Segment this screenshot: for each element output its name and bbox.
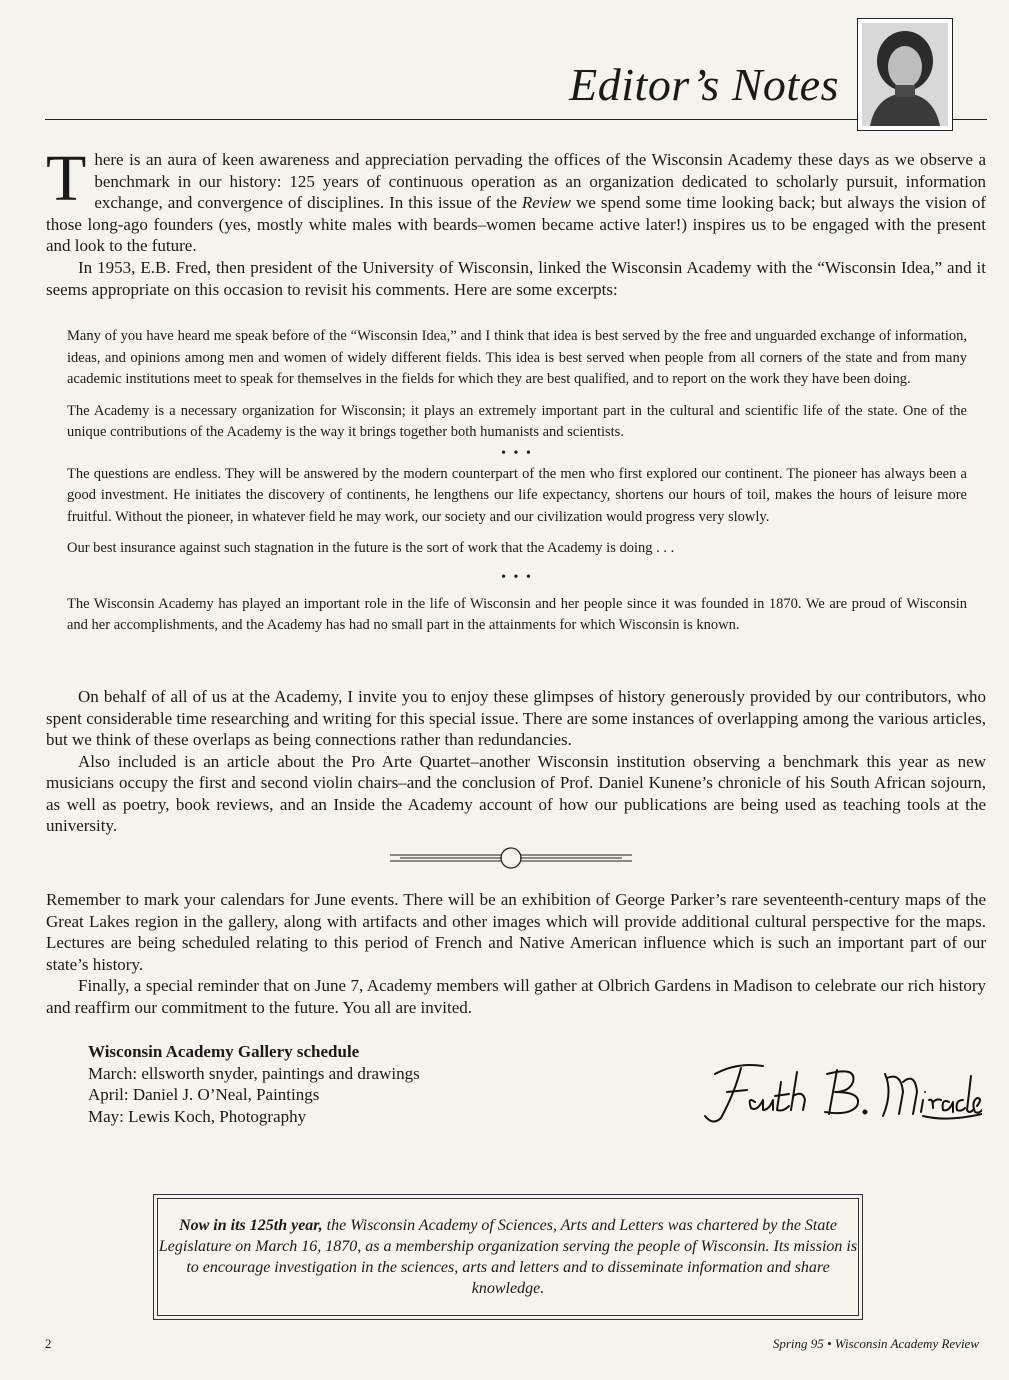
paragraph-text: Finally, a special reminder that on June 7, Academy members will gather at Olbrich Gardens in Madison to celebrate our rich history and reaffirm our commitment to the future. You all are invited. [46,976,986,1017]
gallery-schedule-title: Wisconsin Academy Gallery schedule [88,1042,360,1061]
quote-paragraph: Many of you have heard me speak before of the “Wisconsin Idea,” and I think that idea is best served by the free and unguarded exchange of information, ideas, and opinions among men and women of widely different fields. This idea is best served when people from all corners of the state and from many academic institutions meet to speak for themselves in the fields for which they are best qualified, and to report on the work they have been doing. [67,328,967,387]
closing-paragraphs [46,862,986,1018]
excerpt-intro-paragraph [46,257,986,300]
gallery-item: May: Lewis Koch, Photography [88,1106,307,1126]
ellipsis-separator: • • • [501,569,533,585]
quoted-excerpts [67,326,967,647]
paragraph-text: Also included is an article about the Pro Arte Quartet–another Wisconsin institution observing a benchmark this year as new musicians occupy the first and second violin chairs–and the conclusion of Prof. Daniel Kunene’s chronicle of his South African sojourn, as well as poetry, book reviews, and an Inside the Academy account of how our publications are being used as teaching tools at the university. [46,751,986,835]
mission-statement-box [153,1194,863,1320]
gallery-item: April: Daniel J. O’Neal, Paintings [88,1085,320,1104]
drop-cap: T [46,142,87,215]
quote-paragraph: The Wisconsin Academy has played an important role in the life of Wisconsin and her people since it was founded in 1870. We are proud of Wisconsin and her accomplishments, and the Academy has had no small part in the attainments for which Wisconsin is known. [67,595,967,633]
intro-text-a: here is an aura of keen awareness and appreciation pervading the offices of the Wisconsin Academy these days as we observe a benchmark in our history: 125 years of continuous operation as an organization dedicated to scholarly pursuit, information exchange, and convergence of disciplines. In this issue of the [94,150,986,212]
page-number: 2 [45,1336,52,1351]
portrait-image [862,23,948,126]
mission-text: the Wisconsin Academy of Sciences, Arts and Letters was chartered by the State Legislature on March 16, 1870, as a membership organization serving the people of Wisconsin. Its mission is to encourage investigation in the sciences, arts and letters and to disseminate information and share knowledge. [158,1217,858,1297]
intro-paragraph [46,142,986,257]
paragraph-text: Remember to mark your calendars for June events. There will be an exhibition of George Parker’s rare seventeenth-century maps of the Great Lakes region in the gallery, along with artifacts and other images which will provide additional cultural perspective for the maps. Lectures are being scheduled relating to this period of French and Native American influence which is such an important part of our state’s history. [46,890,986,974]
editor-portrait [857,18,953,131]
mission-lead: Now in its 125th year, [179,1217,323,1234]
page-title: Editor’s Notes [569,59,839,110]
paragraph-text: In 1953, E.B. Fred, then president of the University of Wisconsin, linked the Wisconsin Academy with the “Wisconsin Idea,” and it seems appropriate on this occasion to revisit his comments. Here are some excerpts: [46,258,986,299]
header-divider [45,119,987,120]
ellipsis-separator: • • • [501,445,533,461]
mission-statement [157,1198,859,1316]
intro-review-title: Review [521,193,571,212]
gallery-schedule [88,1041,420,1127]
running-footer: Spring 95 • Wisconsin Academy Review [772,1336,979,1351]
middle-paragraphs [46,686,986,837]
gallery-item: March: ellsworth snyder, paintings and drawings [88,1063,420,1083]
quote-paragraph: Our best insurance against such stagnation in the future is the sort of work that the Academy is doing . . . [67,540,675,556]
quote-paragraph: The questions are endless. They will be answered by the modern counterpart of the men who first explored our continent. The pioneer has always been a good investment. He initiates the discovery of continents, he lengthens our life expectancy, shortens our hours of toil, makes the hours of leisure more fruitful. Without the pioneer, in whatever field he may work, our society and our civilization would progress very slowly. [67,465,967,525]
editor-signature [697,1052,982,1132]
quote-paragraph: The Academy is a necessary organization for Wisconsin; it plays an extremely important part in the cultural and scientific life of the state. One of the unique contributions of the Academy is the way it brings together both humanists and scientists. [67,402,967,440]
intro-text-b: we spend some time looking back; but always the vision of those long-ago founders (yes, mostly white males with beards–women became active later!) inspires us to be engaged with the present and look to the future. [46,193,986,255]
paragraph-text: On behalf of all of us at the Academy, I invite you to enjoy these glimpses of history generously provided by our contributors, who spent considerable time researching and writing for this special issue. There are some instances of overlapping among the various articles, but we think of these overlaps as being connections rather than redundancies. [46,687,986,749]
